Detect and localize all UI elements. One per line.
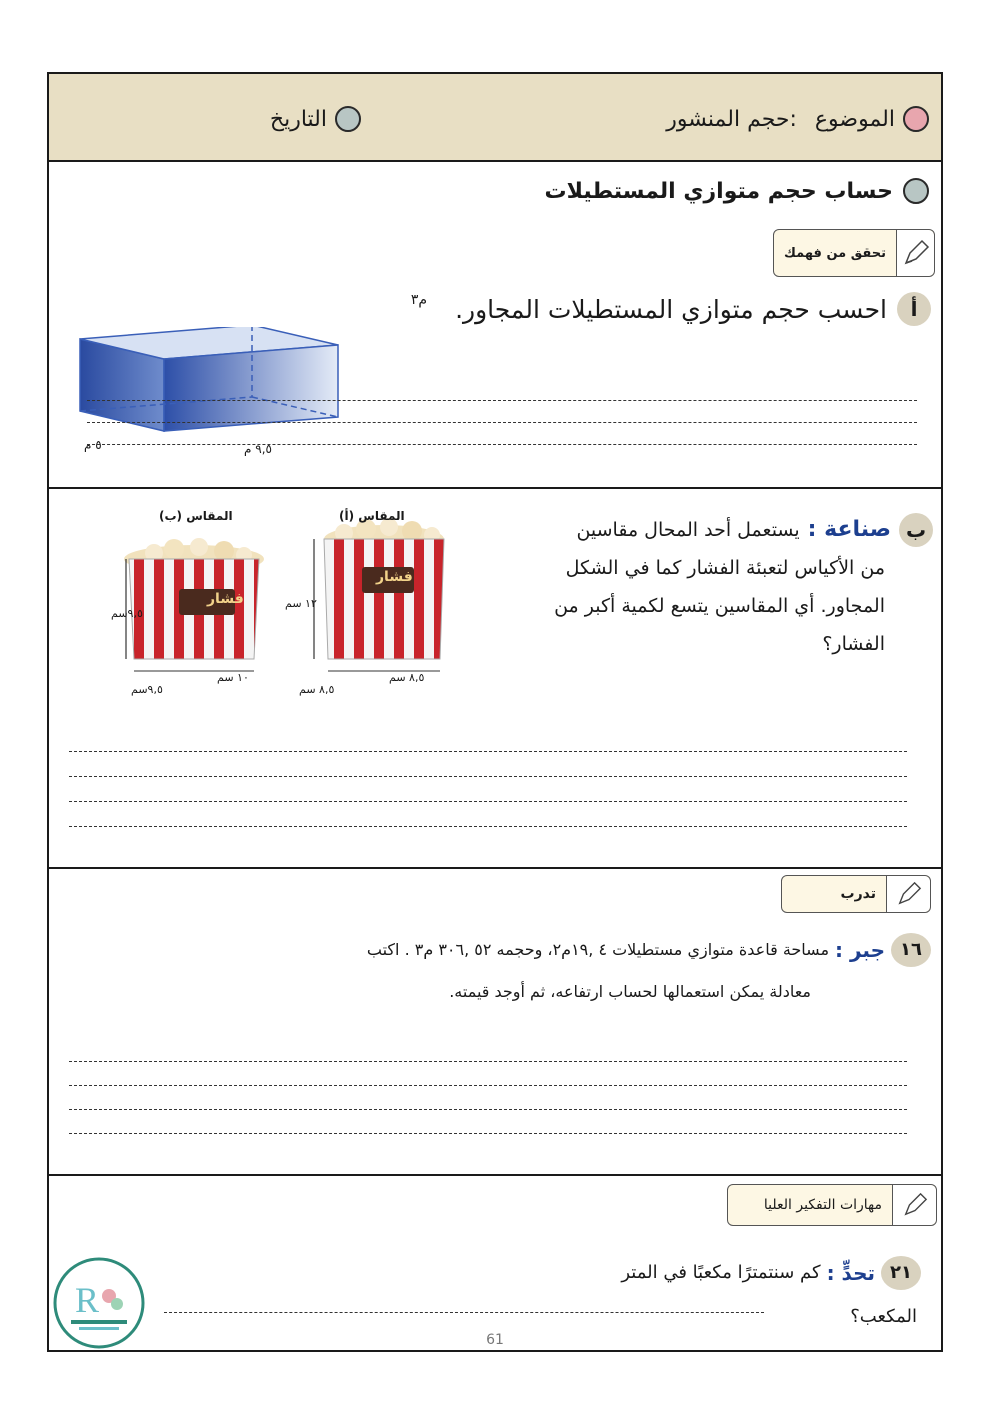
popcorn-bag-a bbox=[324, 518, 444, 659]
answer-line[interactable] bbox=[69, 1061, 907, 1062]
keyword-label: جبر : bbox=[835, 938, 885, 962]
question-a bbox=[411, 292, 931, 326]
size-b-label: المقاس (ب) bbox=[159, 509, 233, 523]
question-text: احسب حجم متوازي المستطيلات المجاور. bbox=[455, 294, 887, 324]
answer-line[interactable] bbox=[69, 1109, 907, 1110]
answer-line[interactable] bbox=[69, 1085, 907, 1086]
section-practice bbox=[49, 869, 941, 1176]
keyword-label: تحدٍّ : bbox=[826, 1261, 875, 1285]
date-circle-icon bbox=[335, 106, 361, 132]
subject-field bbox=[666, 106, 929, 132]
pencil-icon bbox=[892, 1185, 936, 1225]
answer-line[interactable] bbox=[69, 826, 907, 827]
bag-a-width-label: ٨,٥ سم bbox=[389, 671, 425, 684]
question-b bbox=[513, 511, 933, 663]
answer-line[interactable] bbox=[164, 1312, 764, 1313]
question-line1: مساحة قاعدة متوازي مستطيلات ٤ ,١٩م٢، وحجمه ٥٢ ,٣٠٦ م٣ . اكتب bbox=[366, 940, 830, 959]
length-dimension-label: ٩,٥ م bbox=[244, 442, 272, 456]
answer-line[interactable] bbox=[69, 1133, 907, 1134]
subject-value: :حجم المنشور bbox=[666, 106, 797, 132]
question-number-badge: ١٦ bbox=[891, 933, 931, 967]
rectangular-prism-figure bbox=[74, 327, 344, 437]
header-bar bbox=[49, 74, 941, 162]
bag-a-height-label: ١٢ سم bbox=[285, 597, 317, 610]
bag-b-height-label: ٩,٥سم bbox=[111, 607, 143, 620]
prism-front-face bbox=[164, 345, 338, 431]
subject-circle-icon bbox=[903, 106, 929, 132]
unit-label: م٣ bbox=[410, 292, 428, 308]
question-number-badge: أ bbox=[897, 292, 931, 326]
section-popcorn bbox=[49, 489, 941, 869]
bag-b-text: فشار bbox=[207, 591, 244, 607]
size-a-label: المقاس (أ) bbox=[339, 509, 405, 523]
bag-b-width-label: ١٠ سم bbox=[217, 671, 249, 684]
question-line1: كم سنتمترًا مكعبًا في المتر bbox=[621, 1262, 821, 1283]
svg-text:R: R bbox=[74, 1280, 100, 1320]
section-higher-thinking bbox=[49, 1176, 941, 1352]
question-21 bbox=[561, 1251, 921, 1339]
question-rest: من الأكياس لتعبئة الفشار كما في الشكل المجاور. أي المقاسين يتسع لكمية أكبر من الفشار؟ bbox=[554, 557, 885, 655]
answer-line[interactable] bbox=[69, 776, 907, 777]
keyword-label: صناعة : bbox=[807, 517, 891, 542]
page-number: 61 bbox=[486, 1332, 504, 1348]
question-line2: معادلة يمكن استعمالها لحساب ارتفاعه، ثم أوجد قيمته. bbox=[449, 982, 811, 1001]
question-line2: المكعب؟ bbox=[850, 1306, 917, 1327]
bag-a-depth-label: ٨,٥ سم bbox=[299, 683, 335, 696]
answer-line[interactable] bbox=[69, 801, 907, 802]
pencil-icon bbox=[886, 876, 930, 912]
question-number-badge: ٢١ bbox=[881, 1256, 921, 1290]
date-label: التاريخ bbox=[269, 106, 327, 132]
question-line1: يستعمل أحد المحال مقاسين bbox=[576, 519, 800, 541]
question-number-badge: ب bbox=[899, 513, 933, 547]
practice-tag: تدرب bbox=[781, 875, 931, 913]
check-understanding-tag: تحقق من فهمك bbox=[773, 229, 935, 277]
section-title: حساب حجم متوازي المستطيلات bbox=[545, 178, 929, 204]
answer-line[interactable] bbox=[87, 422, 917, 423]
worksheet bbox=[47, 72, 943, 1352]
answer-line[interactable] bbox=[87, 444, 917, 445]
bag-a-text: فشار bbox=[376, 569, 413, 585]
question-16 bbox=[211, 929, 931, 1013]
date-field bbox=[270, 106, 361, 132]
subject-label: الموضوع bbox=[814, 106, 895, 132]
answer-line[interactable] bbox=[87, 400, 917, 401]
section-volume-prism bbox=[49, 162, 941, 489]
answer-line[interactable] bbox=[69, 751, 907, 752]
depth-dimension-label: ٥ م bbox=[84, 438, 102, 452]
higher-thinking-tag: مهارات التفكير العليا bbox=[727, 1184, 937, 1226]
pencil-icon bbox=[896, 230, 934, 276]
bag-b-depth-label: ٩,٥سم bbox=[131, 683, 163, 696]
title-circle-icon bbox=[903, 178, 929, 204]
